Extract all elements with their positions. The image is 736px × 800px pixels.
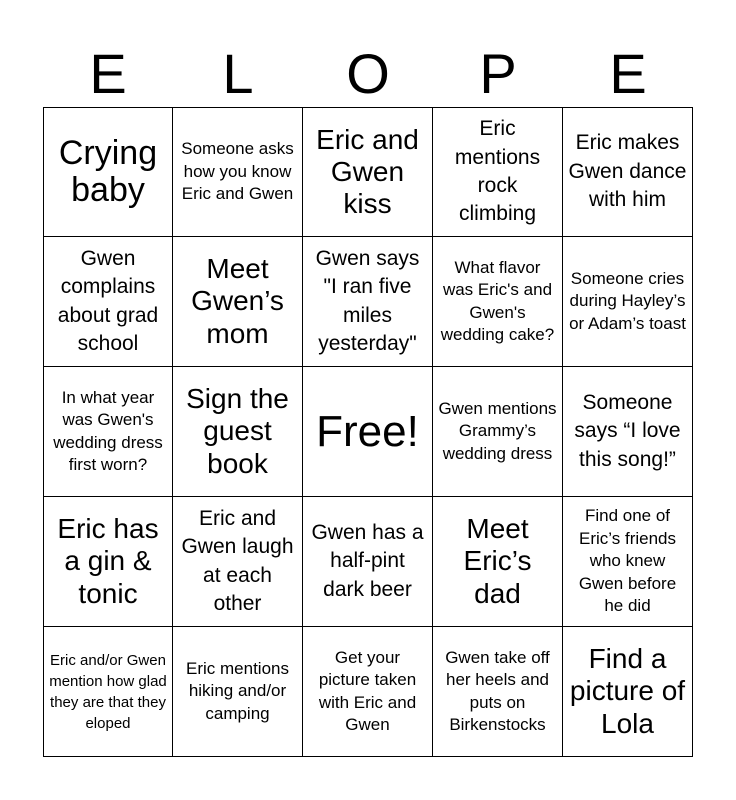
bingo-cell[interactable]: Gwen has a half-pint dark beer (303, 497, 433, 627)
bingo-cell[interactable]: Crying baby (43, 107, 173, 237)
bingo-cell[interactable]: Eric and/or Gwen mention how glad they are that they eloped (43, 627, 173, 757)
bingo-cell[interactable]: Someone says “I love this song!” (563, 367, 693, 497)
bingo-cell[interactable]: Eric has a gin & tonic (43, 497, 173, 627)
bingo-cell[interactable]: In what year was Gwen's wedding dress first worn? (43, 367, 173, 497)
bingo-cell[interactable]: Get your picture taken with Eric and Gwen (303, 627, 433, 757)
bingo-board (43, 107, 693, 757)
bingo-cell[interactable]: Gwen complains about grad school (43, 237, 173, 367)
bingo-cell[interactable]: Sign the guest book (173, 367, 303, 497)
bingo-cell[interactable]: Find one of Eric’s friends who knew Gwen before he did (563, 497, 693, 627)
bingo-cell[interactable]: Eric mentions hiking and/or camping (173, 627, 303, 757)
bingo-cell[interactable]: Eric and Gwen kiss (303, 107, 433, 237)
header-letter-l: L (222, 42, 254, 105)
header-letter-e2: E (609, 42, 647, 105)
header-letter-p: P (479, 42, 517, 105)
bingo-cell[interactable]: Meet Gwen’s mom (173, 237, 303, 367)
bingo-cell[interactable]: Gwen says "I ran five miles yesterday" (303, 237, 433, 367)
bingo-cell[interactable]: Gwen take off her heels and puts on Birkenstocks (433, 627, 563, 757)
bingo-cell[interactable]: Someone cries during Hayley’s or Adam’s toast (563, 237, 693, 367)
bingo-cell[interactable]: Eric makes Gwen dance with him (563, 107, 693, 237)
bingo-cell[interactable]: What flavor was Eric's and Gwen's wedding cake? (433, 237, 563, 367)
bingo-header (43, 42, 693, 106)
header-letter-e: E (89, 42, 127, 105)
bingo-cell[interactable]: Eric mentions rock climbing (433, 107, 563, 237)
bingo-cell[interactable]: Meet Eric’s dad (433, 497, 563, 627)
free-space[interactable]: Free! (303, 367, 433, 497)
header-letter-o: O (346, 42, 390, 105)
bingo-cell[interactable]: Eric and Gwen laugh at each other (173, 497, 303, 627)
bingo-cell[interactable]: Gwen mentions Grammy’s wedding dress (433, 367, 563, 497)
bingo-cell[interactable]: Find a picture of Lola (563, 627, 693, 757)
bingo-cell[interactable]: Someone asks how you know Eric and Gwen (173, 107, 303, 237)
